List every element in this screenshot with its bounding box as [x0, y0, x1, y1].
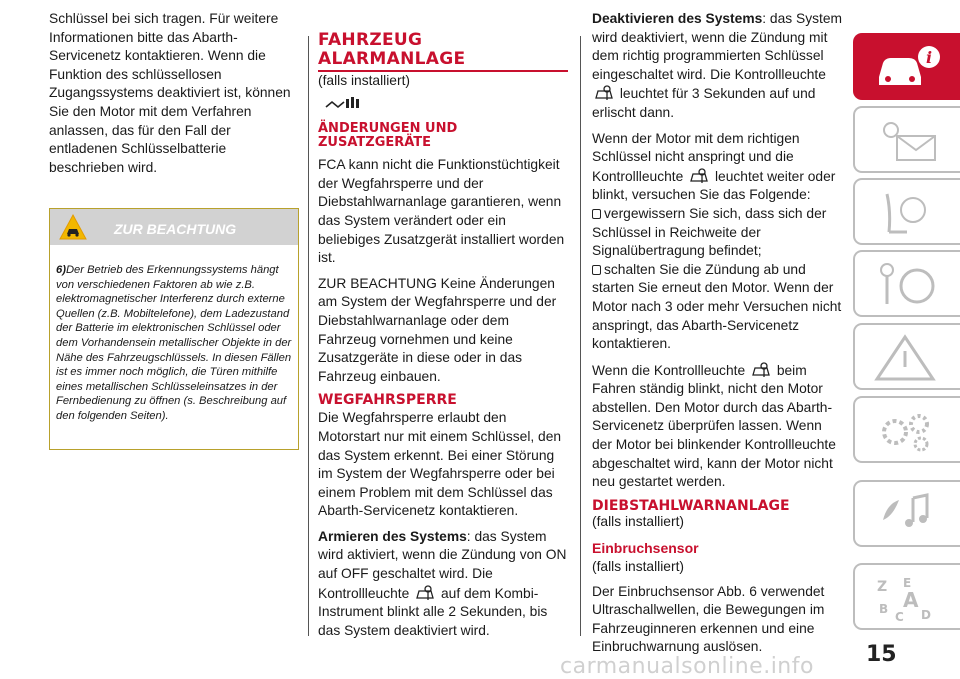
tab-multimedia[interactable]	[853, 480, 960, 547]
arming-text-a: : das System wird aktiviert, wenn die Zündung von ON auf OFF geschaltet wird. Die Kontrollleuchte	[318, 528, 567, 601]
column-2	[318, 30, 568, 647]
svg-text:i: i	[926, 48, 933, 67]
warning-car-icon	[58, 213, 88, 243]
deactivate-text-b: leuchtet für 3 Sekunden auf und erlischt dann.	[592, 86, 816, 120]
watermark: carmanualsonline.info	[560, 654, 814, 679]
no-start-text-a: Wenn der Motor mit dem richtigen Schlüssel nicht anspringt und die Kontrollleuchte	[592, 130, 800, 184]
if-installed-note: (falls installiert)	[592, 513, 684, 529]
svg-text:Z: Z	[877, 579, 888, 595]
nav-music-icon	[873, 490, 943, 540]
tab-lights-messages[interactable]	[853, 106, 960, 173]
note-box	[49, 208, 299, 450]
immobilizer-lamp-icon	[688, 167, 710, 185]
note-number: 6)	[56, 264, 66, 276]
deactivate-text-a: : das System wird deaktiviert, wenn die Zündung mit dem richtig programmierten Schlüssel eingeschaltet wird. Die Kontrollleuchte	[592, 11, 843, 82]
seat-airbag-icon	[873, 188, 943, 238]
checkbox-bullet-icon	[592, 265, 601, 275]
lights-envelope-icon	[873, 116, 943, 166]
svg-text:A: A	[903, 588, 919, 612]
column-divider-2	[580, 36, 581, 636]
arming-text-b: auf dem Kombi-Instrument blinkt alle 2 Sekunden, bis das System deaktiviert wird.	[318, 585, 548, 638]
if-installed-note: (falls installiert)	[318, 73, 410, 88]
page-number: 15	[866, 642, 897, 667]
if-installed-note: (falls installiert)	[592, 559, 684, 575]
paragraph-intrusion: Der Einbruchsensor Abb. 6 verwendet Ultraschallwellen, die Bewegungen im Fahrzeuginneren erkennen und eine Einbruchwarnung auslösen.	[592, 583, 825, 655]
gears-icon	[873, 406, 943, 456]
paragraph-changes: FCA kann nicht die Funktionstüchtigkeit der Wegfahrsperre und der Diebstahlwarnanlage garantieren, wenn das System verändert oder ein beliebiges Zusatzgerät installiert worden ist.	[318, 157, 565, 266]
subheading-intrusion-sensor: Einbruchsensor	[592, 540, 699, 557]
tab-index[interactable]	[853, 563, 960, 630]
svg-text:B: B	[879, 602, 889, 616]
subheading-immobilizer: WEGFAHRSPERRE	[318, 392, 457, 409]
svg-text:D: D	[921, 608, 931, 622]
immobilizer-lamp-icon	[414, 584, 436, 602]
immobilizer-lamp-icon	[593, 84, 615, 102]
subheading-changes: ÄNDERUNGEN UND ZUSATZGERÄTE	[318, 121, 458, 151]
note-body	[50, 245, 298, 424]
arming-label: Armieren des Systems	[318, 528, 467, 544]
svg-text:C: C	[895, 610, 904, 623]
paragraph-blinking	[592, 361, 842, 492]
intro-paragraph: Schlüssel bei sich tragen. Für weitere Informationen bitte das Abarth-Servicenetz kontaktieren. Wenn die Funktion des schlüssellosen Zugangssystems deaktiviert ist, können Sie den Motor mit dem Verfahren anlassen, das für den Fall der entladenen Schlüsselbatterie beschrieben wird.	[49, 11, 291, 175]
note-title: ZUR BEACHTUNG	[114, 221, 237, 237]
paragraph-no-start	[592, 130, 842, 354]
paragraph-warning: ZUR BEACHTUNG Keine Änderungen am System der Wegfahrsperre und der Diebstahlwarnanlage oder dem Fahrzeug vornehmen und keine Zusatzgeräte in diese oder in das Fahrzeug einbauen.	[318, 275, 557, 384]
tab-starting-driving[interactable]	[853, 250, 960, 317]
blinking-text-a: Wenn die Kontrollleuchte	[592, 362, 746, 378]
paragraph-immobilizer: Die Wegfahrsperre erlaubt den Motorstart nur mit einem Schlüssel, den das System erkennt. Bei einer Störung im System der Wegfahrsperre oder bei einem Problem mit dem Schlüssel das Abarth-Servicenetz kontaktieren.	[318, 410, 562, 519]
deactivate-label: Deaktivieren des Systems	[592, 11, 763, 26]
key-steering-icon	[873, 260, 943, 310]
bullet-item-1: vergewissern Sie sich, dass sich der Schlüssel in Reichweite der Signalübertragung befindet;	[592, 205, 827, 259]
checkbox-bullet-icon	[592, 209, 601, 219]
tab-maintenance[interactable]	[853, 396, 960, 463]
blinking-text-b: beim Fahren ständig blinkt, nicht den Motor abstellen. Den Motor durch das Abarth-Servicenetz überprüfen lassen. Wenn der Motor bei blinkender Kontrollleuchte abgeschaltet wird, kann der Motor nicht neu gestartet werden.	[592, 362, 836, 490]
column-1	[49, 10, 297, 184]
bullet-item-2: schalten Sie die Zündung ab und starten Sie erneut den Motor. Wenn der Motor nach 3 oder mehr Versuchen nicht anspringt, das Abarth-Servicenetz kontaktieren.	[592, 261, 842, 352]
note-header	[50, 209, 298, 245]
paragraph-arming	[318, 528, 568, 641]
car-info-icon	[873, 43, 943, 93]
section-heading-line2: ALARMANLAGE	[318, 51, 568, 72]
no-start-text-b: leuchtet weiter oder blinkt, versuchen Sie das Folgende:	[592, 168, 836, 203]
tab-vehicle-info[interactable]	[853, 33, 960, 100]
subheading-alarm: DIEBSTAHLWARNANLAGE	[592, 497, 790, 514]
section-heading-line1: FAHRZEUG	[318, 30, 423, 50]
note-text: Der Betrieb des Erkennungssystems hängt von verschiedenen Faktoren ab wie z.B. elektromagnetischer Interferenz durch externe Quellen (z.B. Mobiltelefone), dem Ladezustand der Batterie im elektronischen Schlüssel oder dem Vorhandensein metallischer Objekte in der Nähe des Fahrzeugschlüssels. In diesen Fällen ist es immer noch möglich, die Türen mithilfe eines metallischen Schlüsseleinsatzes in der Fernbedienung zu öffnen (s. Beschreibung auf den folgenden Seiten).	[56, 264, 292, 422]
paragraph-deactivate	[592, 10, 842, 123]
tab-safety[interactable]	[853, 178, 960, 245]
column-divider-1	[308, 36, 309, 636]
immobilizer-lamp-icon	[750, 361, 772, 379]
alphabet-index-icon	[873, 573, 943, 623]
tab-emergency[interactable]	[853, 323, 960, 390]
warning-triangle-icon	[873, 333, 943, 383]
alarm-system-icon	[324, 93, 364, 111]
svg-text:E: E	[903, 576, 912, 590]
column-3	[592, 10, 842, 664]
